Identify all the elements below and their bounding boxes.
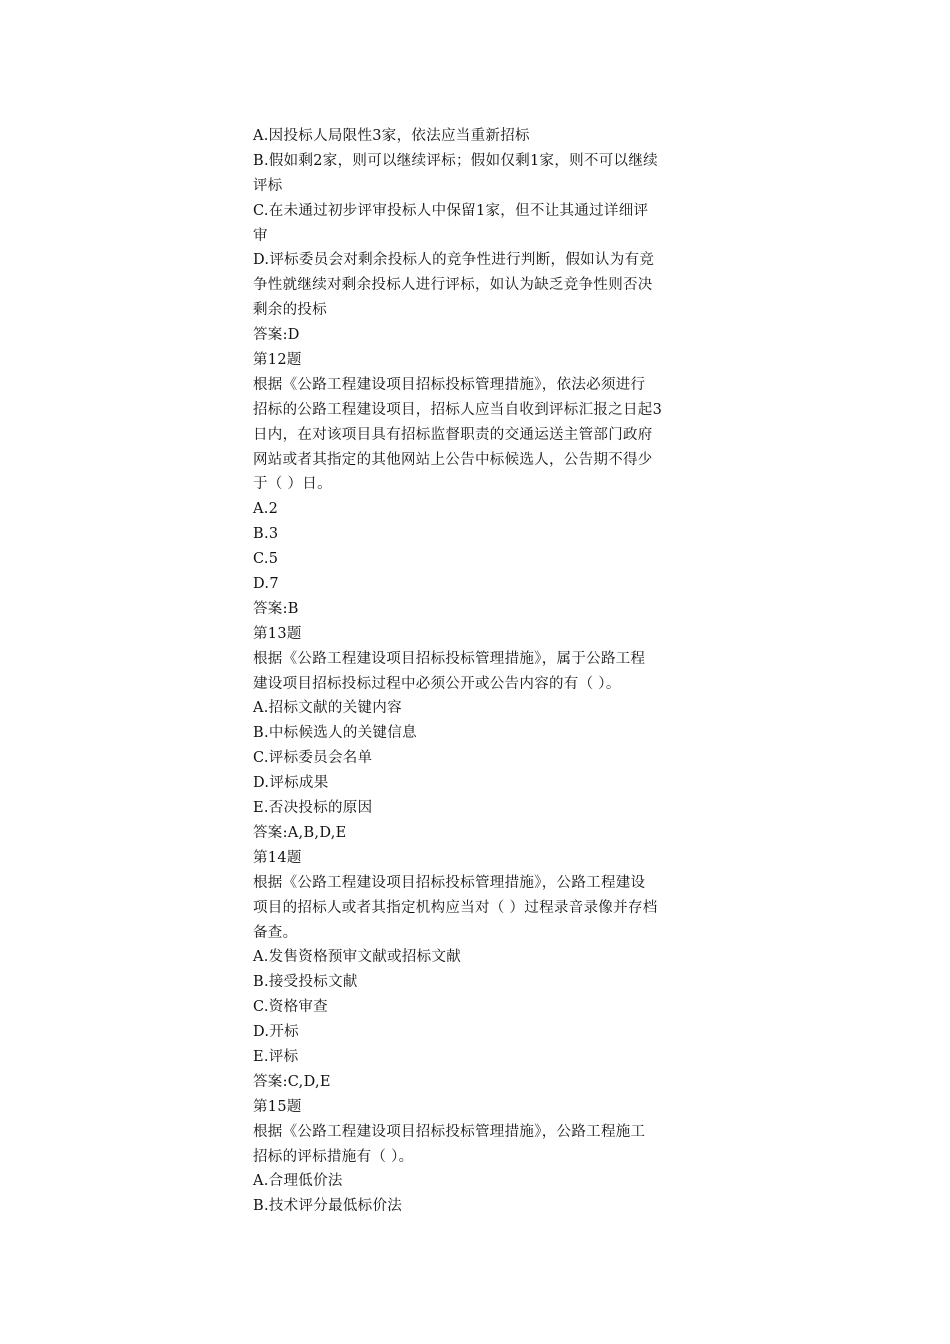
document-page	[253, 124, 699, 1219]
text-line: 招标的评标措施有（ ）。	[253, 1148, 414, 1165]
option-line: A.2	[253, 501, 279, 518]
text-line: 审	[253, 227, 268, 244]
text-line: 项目的招标人或者其指定机构应当对（ ）过程录音录像并存档	[253, 899, 658, 916]
text-line: 争性就继续对剩余投标人进行评标，如认为缺乏竞争性则否决	[253, 277, 653, 294]
option-line: B.接受投标文献	[253, 974, 358, 991]
text-line: 剩余的投标	[253, 302, 327, 319]
option-line: B.3	[253, 526, 279, 543]
option-line: C.评标委员会名单	[253, 750, 373, 767]
text-line: 网站或者其指定的其他网站上公告中标候选人，公告期不得少	[253, 451, 653, 468]
text-line: 根据《公路工程建设项目招标投标管理措施》，公路工程建设	[253, 874, 646, 891]
text-line: A.因投标人局限性3家，依法应当重新招标	[253, 128, 530, 144]
text-line: 根据《公路工程建设项目招标投标管理措施》，公路工程施工	[253, 1123, 646, 1140]
option-line: D.开标	[253, 1024, 299, 1041]
answer-line: 答案:D	[253, 327, 300, 344]
option-line: B.技术评分最低标价法	[253, 1198, 403, 1215]
option-line: B.中标候选人的关键信息	[253, 725, 417, 742]
text-line: 于（ ）日。	[253, 476, 332, 493]
option-line: A.发售资格预审文献或招标文献	[253, 949, 462, 966]
option-line: A.合理低价法	[253, 1173, 343, 1190]
text-line: B.假如剩2家，则可以继续评标；假如仅剩1家，则不可以继续	[253, 152, 658, 169]
option-line: C.5	[253, 551, 279, 568]
option-line: C.资格审查	[253, 999, 328, 1016]
option-line: E.评标	[253, 1048, 299, 1065]
text-line: D.评标委员会对剩余投标人的竞争性进行判断，假如认为有竞	[253, 252, 655, 269]
question-number: 第14题	[253, 849, 302, 866]
answer-line: 答案:A,B,D,E	[253, 824, 347, 841]
text-line: 根据《公路工程建设项目招标投标管理措施》，属于公路工程	[253, 650, 646, 667]
question-number: 第15题	[253, 1098, 302, 1115]
text-line: C.在未通过初步评审投标人中保留1家，但不让其通过详细评	[253, 202, 649, 219]
question-number: 第12题	[253, 352, 302, 369]
text-line: 备查。	[253, 924, 298, 941]
text-line: 根据《公路工程建设项目招标投标管理措施》，依法必须进行	[253, 376, 646, 393]
answer-line: 答案:B	[253, 600, 299, 617]
text-line: 招标的公路工程建设项目，招标人应当自收到评标汇报之日起3	[253, 401, 663, 418]
text-line: 建设项目招标投标过程中必须公开或公告内容的有（ ）。	[253, 675, 621, 692]
text-line: 日内，在对该项目具有招标监督职责的交通运送主管部门政府	[253, 426, 653, 443]
question-number: 第13题	[253, 625, 302, 642]
option-line: D.7	[253, 576, 279, 593]
option-line: D.评标成果	[253, 775, 329, 792]
text-line: 评标	[253, 177, 283, 194]
option-line: A.招标文献的关键内容	[253, 700, 402, 717]
option-line: E.否决投标的原因	[253, 800, 373, 817]
answer-line: 答案:C,D,E	[253, 1073, 331, 1090]
